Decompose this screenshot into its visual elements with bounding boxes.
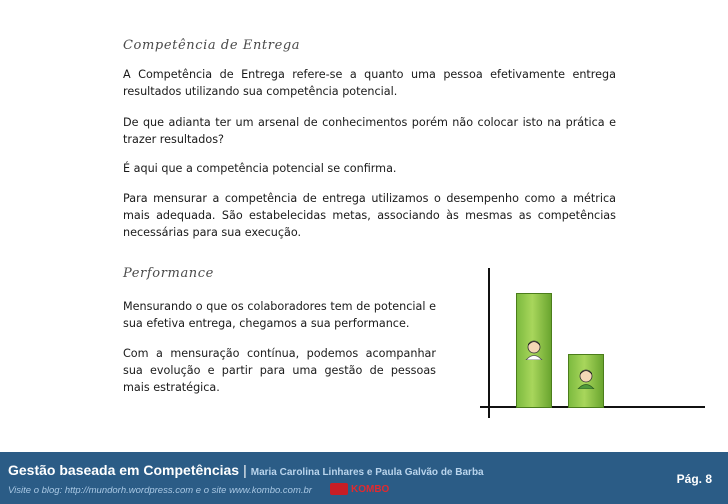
kombo-logo[interactable] xyxy=(330,482,400,496)
page-number: Pág. 8 xyxy=(676,472,712,486)
document-title: Gestão baseada em Competências xyxy=(8,462,240,478)
footer-visit-links[interactable]: Visite o blog: http://mundorh.wordpress.com e o site www.kombo.com.br xyxy=(8,485,312,496)
chart-y-axis xyxy=(488,268,490,418)
footer-separator: | xyxy=(243,462,247,478)
person-icon xyxy=(523,338,545,360)
paragraph: Mensurando o que os colaboradores tem de potencial e sua efetiva entrega, chegamos a sua performance. xyxy=(123,300,436,330)
kombo-logo-icon xyxy=(330,483,348,495)
footer-authors: Maria Carolina Linhares e Paula Galvão de Barba xyxy=(250,467,484,478)
person-icon xyxy=(575,367,597,389)
footer xyxy=(0,452,728,504)
paragraph: Para mensurar a competência de entrega utilizamos o desempenho como a métrica mais adequada. São estabelecidas metas, associando às mesmas as competências necessárias para sua execução. xyxy=(123,192,616,239)
paragraph: Com a mensuração contínua, podemos acompanhar sua evolução e partir para uma gestão de pessoas mais estratégica. xyxy=(123,347,436,394)
section-title-entrega: Competência de Entrega xyxy=(123,38,301,53)
section-title-performance: Performance xyxy=(123,266,214,281)
footer-title xyxy=(8,462,484,478)
performance-chart xyxy=(470,262,710,422)
paragraph: A Competência de Entrega refere-se a quanto uma pessoa efetivamente entrega resultados utilizando sua competência potencial. xyxy=(123,68,616,98)
chart-bar xyxy=(568,354,604,408)
kombo-logo-text: KOMBO xyxy=(351,483,390,495)
chart-bar xyxy=(516,293,552,408)
paragraph: É aqui que a competência potencial se confirma. xyxy=(123,162,397,175)
paragraph: De que adianta ter um arsenal de conhecimentos porém não colocar isto na prática e trazer resultados? xyxy=(123,116,616,146)
